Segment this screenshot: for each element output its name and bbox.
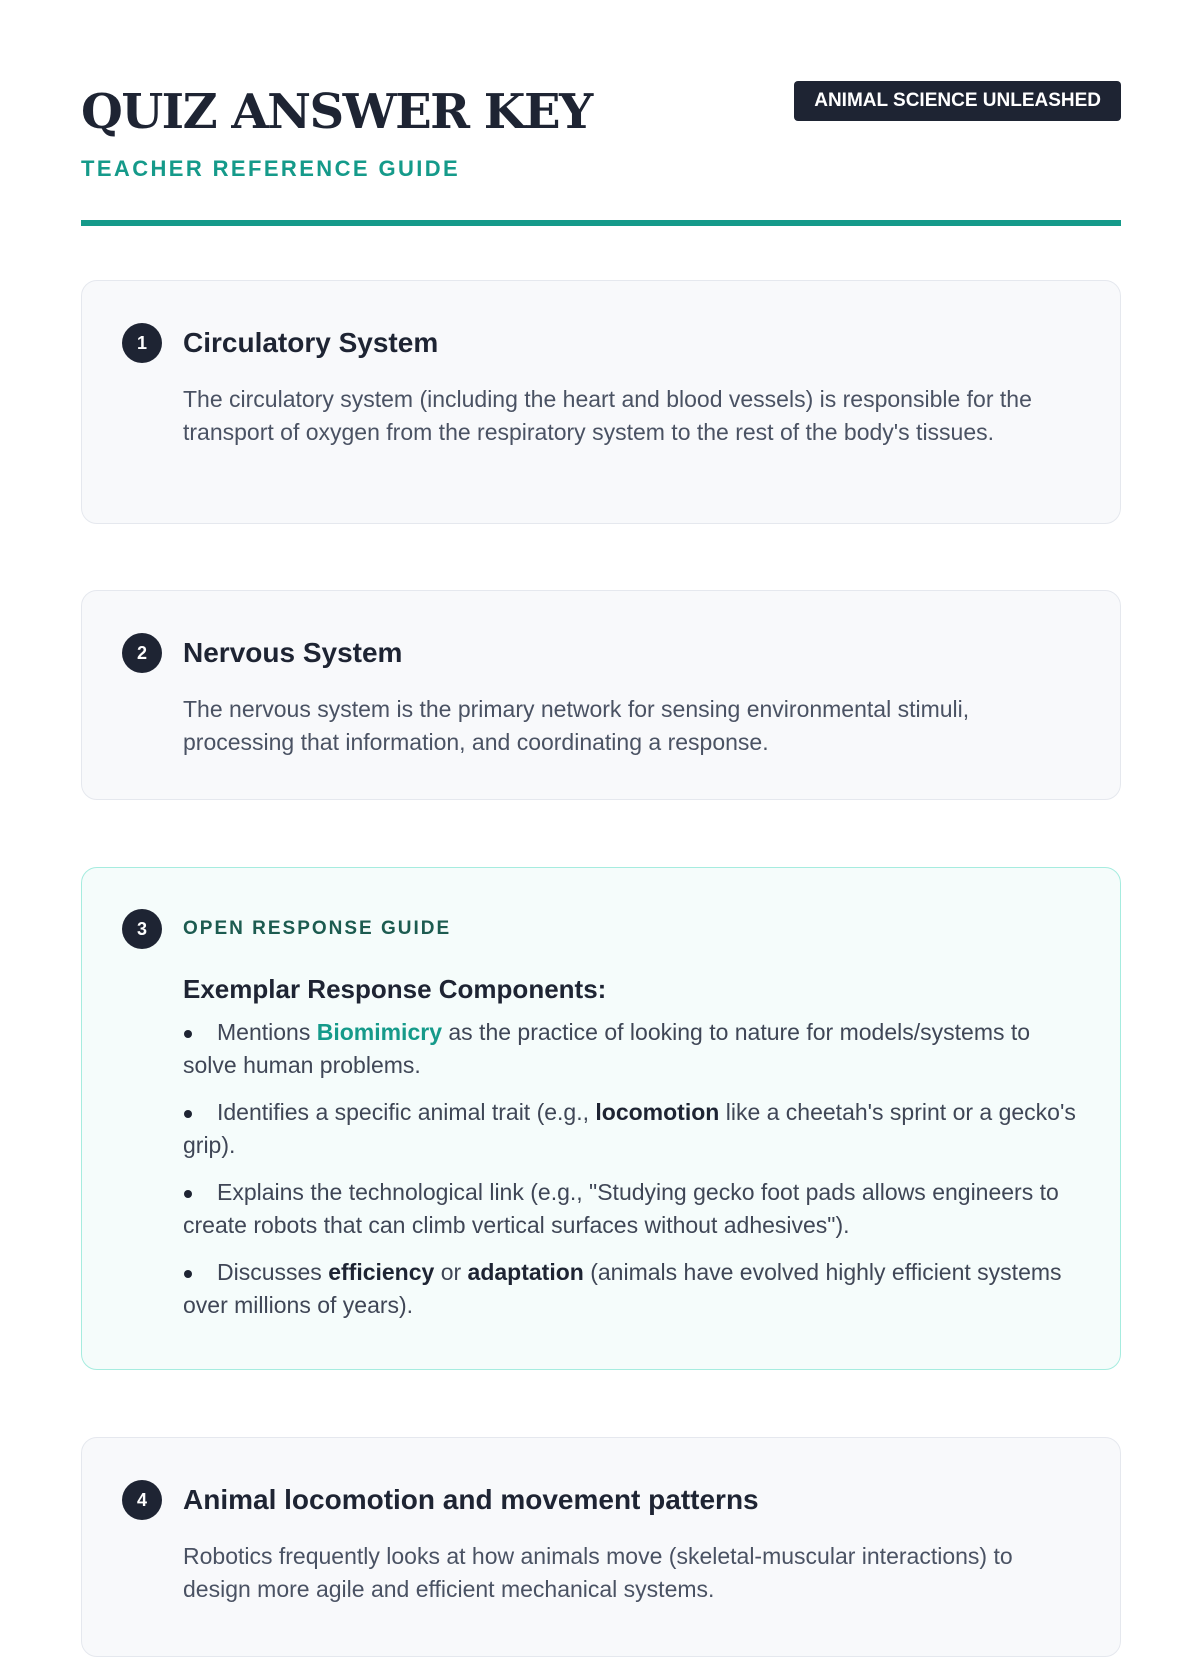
question-title: Nervous System (183, 637, 403, 668)
keyword-adaptation: adaptation (467, 1259, 584, 1285)
question-title: Circulatory System (183, 327, 439, 358)
answer-text: The nervous system is the primary network for sensing environmental stimuli, processing that information, and coordinating a response. (183, 696, 970, 755)
question-number-badge: 3 (122, 909, 162, 949)
open-response-label: OPEN RESPONSE GUIDE (183, 918, 452, 939)
keyword-efficiency: efficiency (328, 1259, 435, 1285)
list-item: Discusses efficiency or adaptation (animals have evolved highly efficient systems over millions of years). (183, 1256, 1080, 1322)
exemplar-list (183, 1016, 1080, 1336)
list-item: Identifies a specific animal trait (e.g., locomotion like a cheetah's sprint or a gecko's grip). (183, 1096, 1080, 1162)
question-card-3 (81, 867, 1121, 1370)
answer-text: Robotics frequently looks at how animals move (skeletal-muscular interactions) to design more agile and efficient mechanical systems. (183, 1543, 1013, 1602)
exemplar-heading: Exemplar Response Components: (183, 974, 607, 1004)
page-header (81, 78, 1121, 182)
question-number-badge: 2 (122, 633, 162, 673)
list-item: Explains the technological link (e.g., "Studying gecko foot pads allows engineers to create robots that can climb vertical surfaces without adhesives"). (183, 1176, 1080, 1242)
question-card-2 (81, 590, 1121, 800)
page-subtitle: TEACHER REFERENCE GUIDE (81, 156, 461, 181)
page-title: QUIZ ANSWER KEY (81, 84, 592, 140)
keyword-locomotion: locomotion (595, 1099, 720, 1125)
list-item: Mentions Biomimicry as the practice of looking to nature for models/systems to solve human problems. (183, 1016, 1080, 1082)
question-card-4 (81, 1437, 1121, 1657)
question-number-badge: 4 (122, 1480, 162, 1520)
header-divider (81, 220, 1121, 226)
answer-text: The circulatory system (including the heart and blood vessels) is responsible for the transport of oxygen from the respiratory system to the rest of the body's tissues. (183, 386, 1032, 445)
question-card-1 (81, 280, 1121, 524)
keyword-biomimicry: Biomimicry (316, 1019, 442, 1045)
question-title: Animal locomotion and movement patterns (183, 1484, 759, 1515)
course-badge: ANIMAL SCIENCE UNLEASHED (794, 81, 1121, 121)
question-number-badge: 1 (122, 323, 162, 363)
